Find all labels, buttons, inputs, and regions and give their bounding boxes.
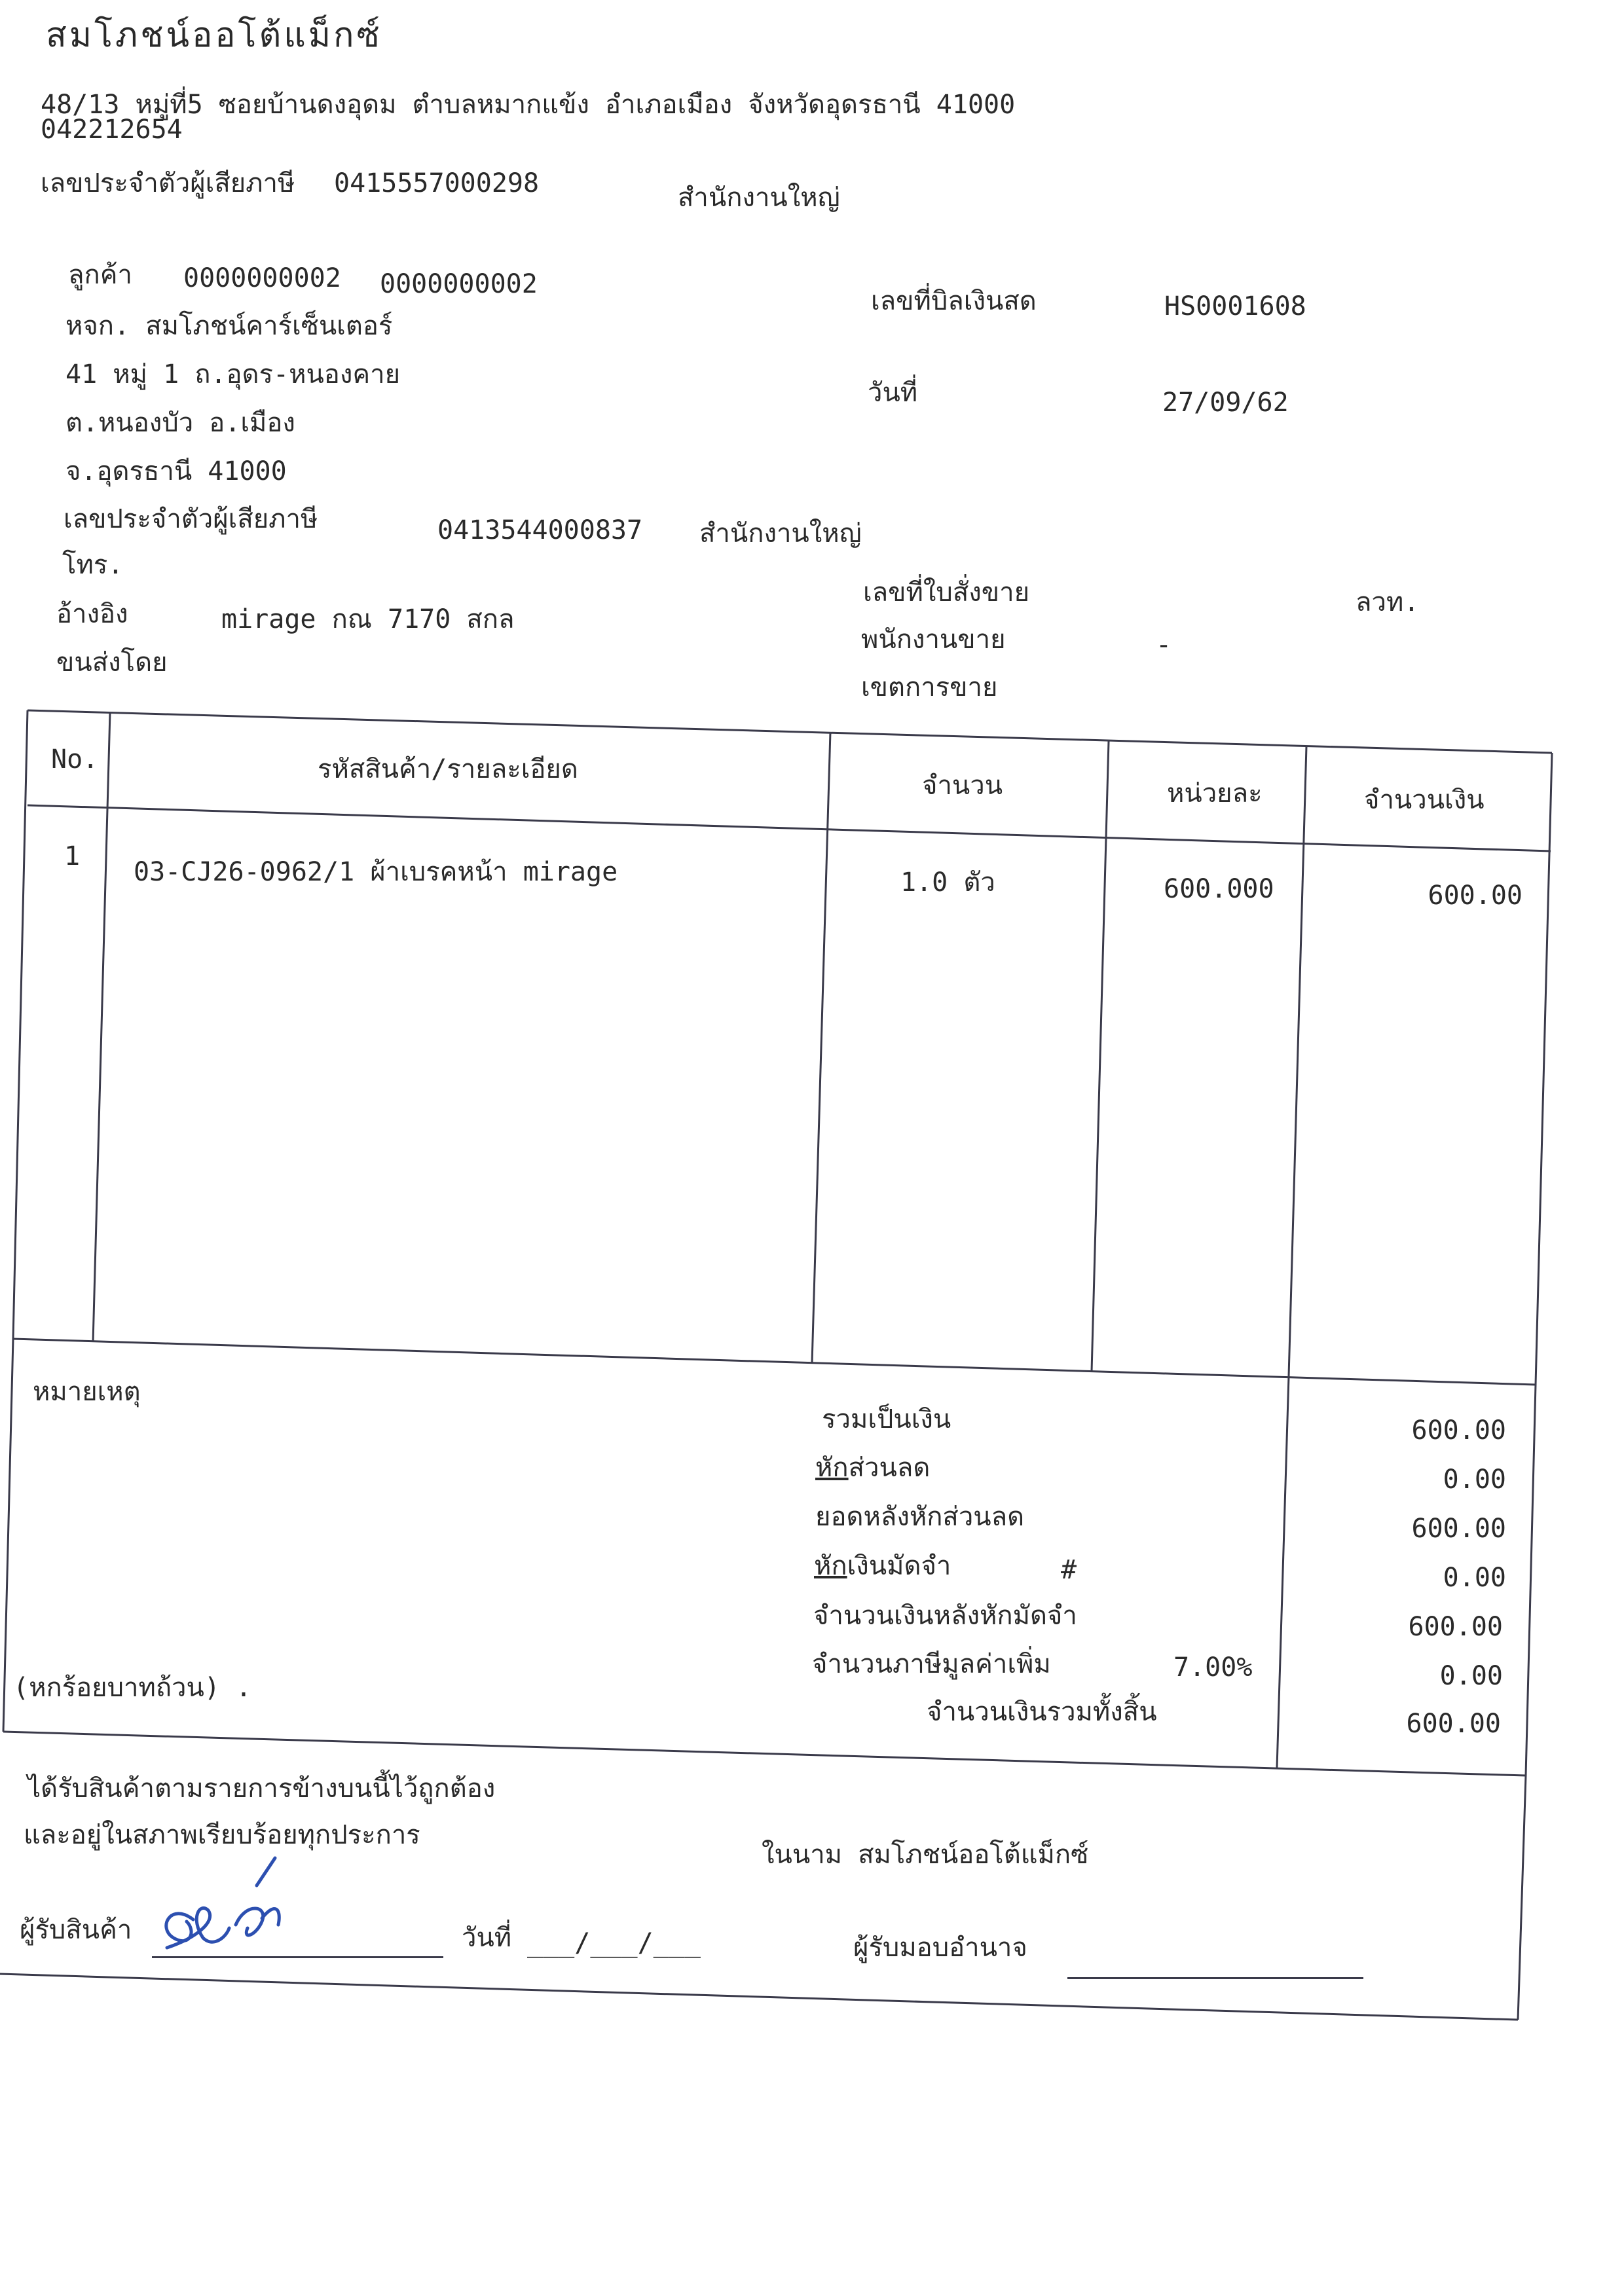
seller-tax-id: 0415557000298 [334,168,540,198]
customer-address-3: จ.อุดรธานี 41000 [65,456,287,486]
salesperson-label: พนักงานขาย [861,625,1006,655]
vat-label: จำนวนภาษีมูลค่าเพิ่ม [812,1649,1051,1679]
deposit-value: 0.00 [1443,1563,1506,1593]
bill-number-label: เลขที่บิลเงินสด [871,286,1037,316]
customer-name: หจก. สมโภชน์คาร์เซ็นเตอร์ [65,311,393,341]
column-header-amount: จำนวนเงิน [1364,785,1485,815]
receiver-label: ผู้รับสินค้า [20,1915,132,1945]
grand-total-label: จำนวนเงินรวมทั้งสิ้น [927,1697,1157,1727]
subtotal-value: 600.00 [1411,1415,1506,1446]
after-discount-label: ยอดหลังหักส่วนลด [815,1502,1025,1532]
row-1-amount: 600.00 [1428,881,1522,911]
receive-date-label: วันที่ [462,1923,512,1953]
after-deposit-value: 600.00 [1408,1612,1503,1642]
customer-phone-label: โทร. [62,550,124,580]
salesperson-value: - [1156,630,1172,660]
deposit-mark: # [1061,1555,1077,1585]
vat-rate: 7.00% [1173,1652,1253,1683]
discount-prefix: หัก [815,1453,849,1483]
customer-tax-id: 0413544000837 [437,515,643,545]
discount-suffix: ส่วนลด [848,1453,931,1483]
deposit-prefix: หัก [814,1551,847,1581]
column-header-quantity: จำนวน [922,771,1003,801]
authorized-label: ผู้รับมอบอำนาจ [853,1933,1027,1963]
on-behalf-of: ในนาม สมโภชน์ออโต้แม็กซ์ [762,1840,1089,1870]
received-statement-line-1: ได้รับสินค้าตามรายการข้างบนนี้ไว้ถูกต้อง [28,1774,496,1804]
after-discount-value: 600.00 [1411,1514,1506,1544]
customer-code-1: 0000000002 [183,263,341,293]
row-1-description: 03-CJ26-0962/1 ผ้าเบรคหน้า mirage [134,857,618,887]
customer-label: ลูกค้า [68,260,132,290]
deposit-suffix: เงินมัดจำ [847,1551,951,1581]
authorized-signature-line [1067,1977,1363,1979]
column-header-description: รหัสสินค้า/รายละเอียด [318,754,578,784]
reference-label: อ้างอิง [56,599,128,629]
vat-value: 0.00 [1439,1661,1503,1691]
customer-address-1: 41 หมู่ 1 ถ.อุดร-หนองคาย [65,359,401,390]
row-1-quantity: 1.0 ตัว [900,867,995,898]
reference-value: mirage กณ 7170 สกล [221,604,515,634]
sales-order-extra: ลวท. [1356,587,1420,617]
shipping-label: ขนส่งโดย [56,647,168,678]
customer-code-2: 0000000002 [380,269,538,299]
customer-tax-label: เลขประจำตัวผู้เสียภาษี [64,504,318,534]
after-deposit-label: จำนวนเงินหลังหักมัดจำ [813,1601,1077,1631]
seller-phone: 042212654 [41,115,183,145]
remark-label: หมายเหตุ [33,1377,141,1407]
grand-total-value: 600.00 [1406,1709,1501,1739]
seller-name: สมโภชน์ออโต้แม็กซ์ [46,16,382,55]
bill-date: 27/09/62 [1162,388,1289,418]
received-statement-line-2: และอยู่ในสภาพเรียบร้อยทุกประการ [24,1820,420,1850]
amount-in-words: (หกร้อยบาทถ้วน) . [13,1673,252,1703]
row-1-number: 1 [64,841,81,871]
discount-value: 0.00 [1443,1465,1506,1495]
seller-branch: สำนักงานใหญ่ [678,183,840,213]
seller-tax-label: เลขประจำตัวผู้เสียภาษี [41,168,295,198]
receive-date-blank: ___/___/___ [527,1928,701,1958]
sales-order-label: เลขที่ใบสั่งขาย [863,577,1030,608]
seller-address: 48/13 หมู่ที่5 ซอยบ้านดงอุดม ตำบลหมากแข้ง อำเภอเมือง จังหวัดอุดรธานี 41000 [41,90,1016,120]
column-header-no: No. [51,744,99,774]
bill-date-label: วันที่ [868,378,918,408]
customer-address-2: ต.หนองบัว อ.เมือง [65,408,295,438]
row-1-unit-price: 600.000 [1164,874,1274,904]
customer-branch: สำนักงานใหญ่ [699,519,862,549]
bill-number: HS0001608 [1164,291,1306,321]
sales-area-label: เขตการขาย [861,672,998,702]
subtotal-label: รวมเป็นเงิน [822,1404,951,1434]
column-header-unit-price: หน่วยละ [1167,778,1263,809]
